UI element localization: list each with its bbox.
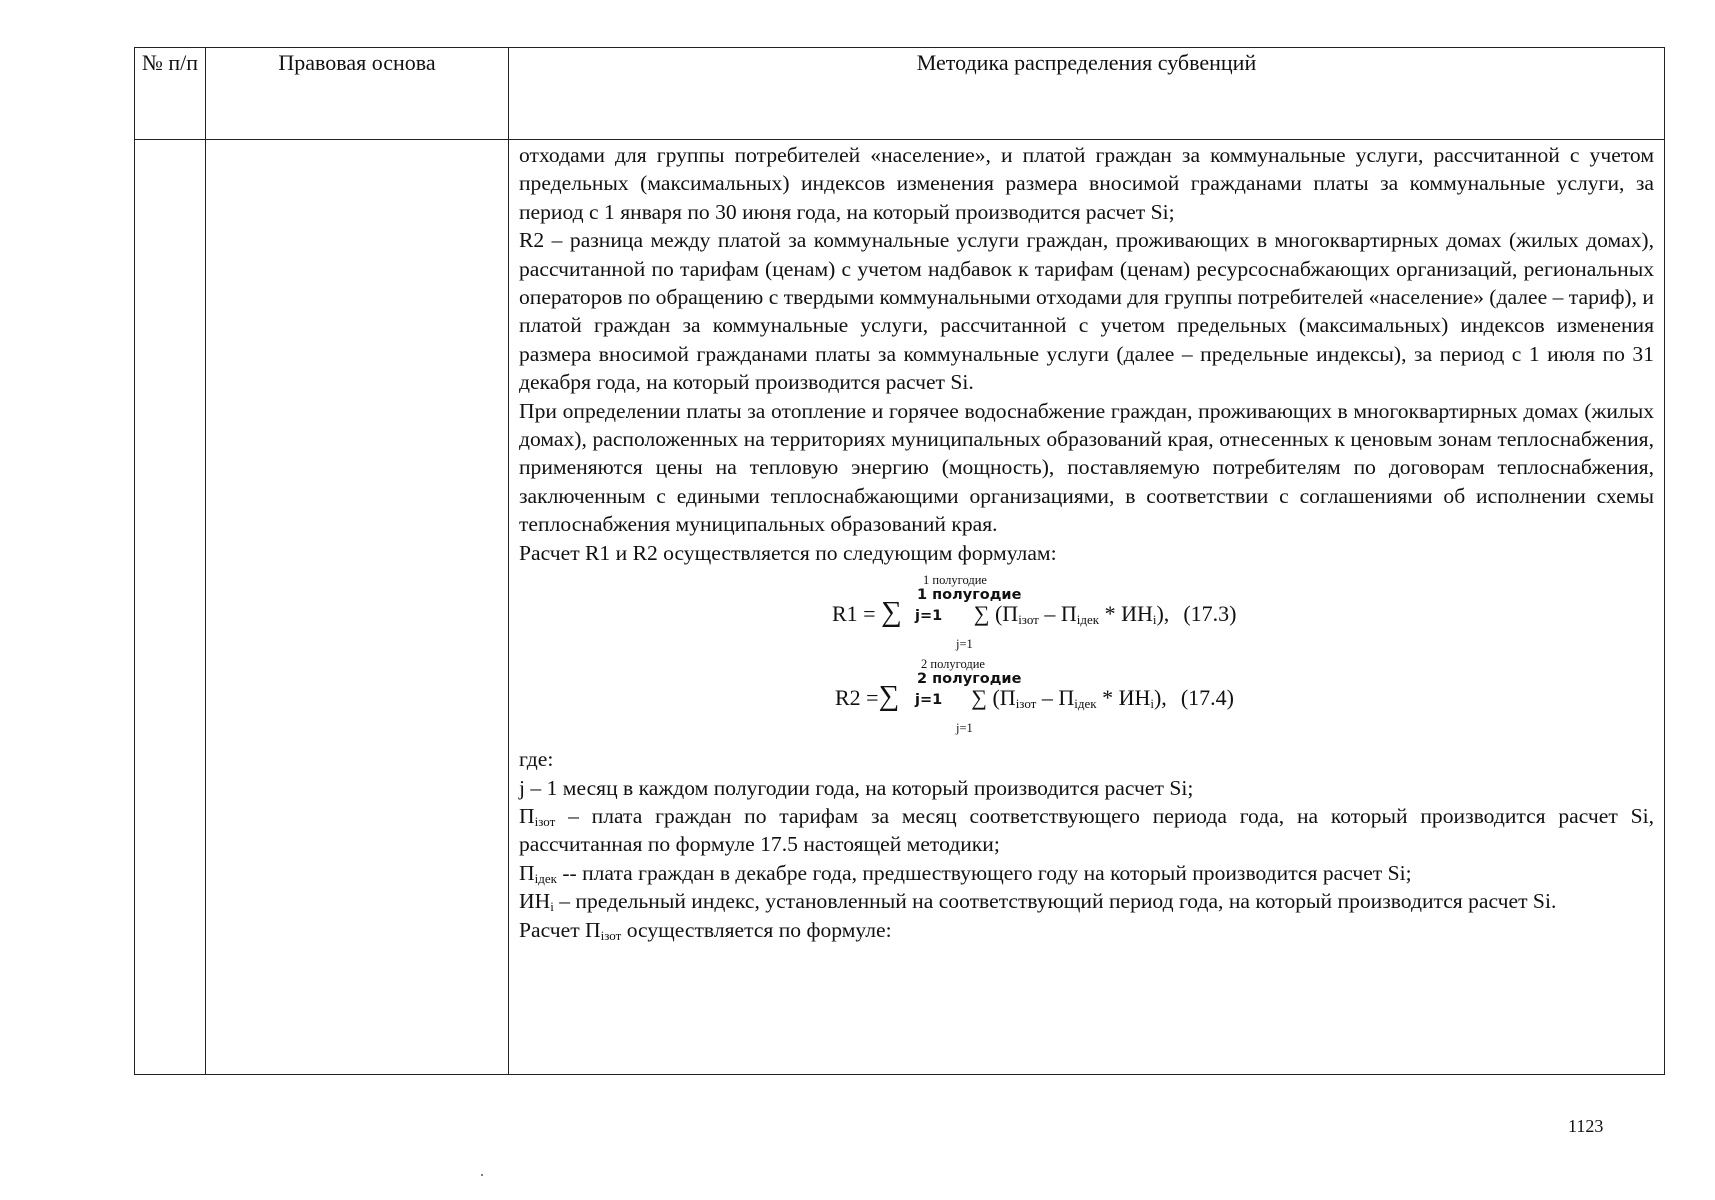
cell-num — [135, 140, 206, 1075]
where-label: где: — [519, 747, 554, 772]
table-row — [135, 140, 1665, 1075]
r2-bot-small: j=1 — [956, 721, 973, 736]
cell-law — [206, 140, 509, 1075]
last-line-pre: Расчет П — [519, 917, 601, 942]
in-symbol: ИН — [519, 889, 551, 914]
j-definition: j – 1 месяц в каждом полугодии года, на который производится расчет Si; — [519, 775, 1194, 800]
r1-close: ), — [1156, 601, 1170, 627]
p-idek-text: -- плата граждан в декабре года, предшествующего году на который производится расчет Si; — [556, 860, 1412, 885]
cell-method — [509, 140, 1665, 1075]
r2-close: ), — [1153, 685, 1167, 711]
r1-number: (17.3) — [1183, 601, 1237, 627]
in-text: – предельный индекс, установленный на соответствующий период года, на который производится расчет Si. — [553, 889, 1557, 914]
r1-top-bold: 1 полугодие — [917, 587, 1022, 604]
r1-sum-icon: ∑ — [881, 596, 902, 629]
r2-lhs: R2 = — [835, 685, 879, 711]
p-idek-definition — [519, 859, 1654, 887]
r1-sub3: i — [1152, 612, 1157, 628]
p-idek-subscript: iдек — [534, 870, 557, 886]
r1-bot-bold: j=1 — [915, 608, 943, 625]
r2-minus: – П — [1036, 685, 1075, 711]
p-izot-text: – плата граждан по тарифам за месяц соответствующего периода года, на который производится расчет Si, рассчитанная по формуле 17.5 настоящей методики; — [519, 803, 1654, 857]
header-law: Правовая основа — [206, 48, 509, 140]
r1-lhs: R1 = — [832, 601, 882, 627]
page-number: 1123 — [1568, 1116, 1604, 1136]
last-line-post: осуществляется по формуле: — [621, 917, 892, 942]
header-method: Методика распределения субвенций — [509, 48, 1665, 140]
last-line — [519, 916, 1654, 944]
paragraph-heating: При определении платы за отопление и горячее водоснабжение граждан, проживающих в многоквартирных домах (жилых домах), расположенных на территориях муниципальных образований края, отнесенных к ценовым зонам теплоснабжения, применяются цены на тепловую энергию (мощность), поставляемую потребителям по договорам теплоснабжения, заключенным с едиными теплоснабжающими организациями, в соответствии с соглашениями об исполнении схемы теплоснабжения муниципальных образований края. — [519, 398, 1654, 537]
last-line-subscript: iзот — [600, 927, 622, 943]
r1-minus: – П — [1038, 601, 1077, 627]
r1-times: * ИН — [1099, 601, 1153, 627]
paragraph-r2-definition: R2 – разница между платой за коммунальные услуги граждан, проживающих в многоквартирных домах (жилых домах), рассчитанной по тарифам (ценам) с учетом надбавок к тарифам (ценам) ресурсоснабжающих организаций, региональных операторов по обращению с твердыми коммунальными отходами для группы потребителей «население» (далее – тариф), и платой граждан за коммунальные услуги, рассчитанной с учетом предельных (максимальных) индексов изменения размера вносимой гражданами платы за коммунальные услуги (далее – предельные индексы), за период с 1 июля по 31 декабря года, на который производится расчет Si. — [519, 228, 1654, 395]
p-idek-symbol: П — [519, 860, 535, 885]
r2-number: (17.4) — [1180, 685, 1234, 711]
r1-top-small: 1 полугодие — [923, 573, 987, 588]
formula-r2 — [835, 682, 1234, 712]
table-header-row — [135, 48, 1665, 140]
r2-sub3: i — [1150, 696, 1154, 712]
r1-sub2: iдек — [1076, 612, 1100, 628]
paragraph-1: отходами для группы потребителей «население», и платой граждан за коммунальные услуги, рассчитанной с учетом предельных (максимальных) индексов изменения размера вносимой гражданами платы за коммунальные услуги, за период с 1 января по 30 июня года, на который производится расчет Si; — [519, 143, 1654, 224]
r1-open: ∑ (П — [973, 601, 1019, 627]
p-izot-symbol: П — [519, 803, 535, 828]
r1-sub1: iзот — [1018, 612, 1039, 628]
r2-top-bold: 2 полугодие — [917, 671, 1022, 688]
formula-r1 — [832, 598, 1236, 628]
r2-sub2: iдек — [1074, 696, 1097, 712]
r2-open: ∑ (П — [971, 685, 1016, 711]
p-izot-subscript: iзот — [534, 813, 556, 829]
r2-sub1: iзот — [1015, 696, 1037, 712]
formula-block — [519, 567, 1654, 745]
r2-top-small: 2 полугодие — [921, 657, 985, 672]
r1-bot-small: j=1 — [956, 637, 973, 652]
methodology-table — [134, 47, 1665, 1075]
scan-dot — [481, 1174, 483, 1176]
r2-sum-icon: ∑ — [878, 680, 900, 713]
p-izot-definition — [519, 802, 1654, 859]
paragraph-formulas-intro: Расчет R1 и R2 осуществляется по следующим формулам: — [519, 540, 1057, 565]
header-num: № п/п — [135, 48, 206, 140]
in-definition — [519, 887, 1654, 915]
r2-times: * ИН — [1096, 685, 1151, 711]
in-subscript: i — [550, 899, 554, 915]
r2-bot-bold: j=1 — [915, 692, 943, 709]
